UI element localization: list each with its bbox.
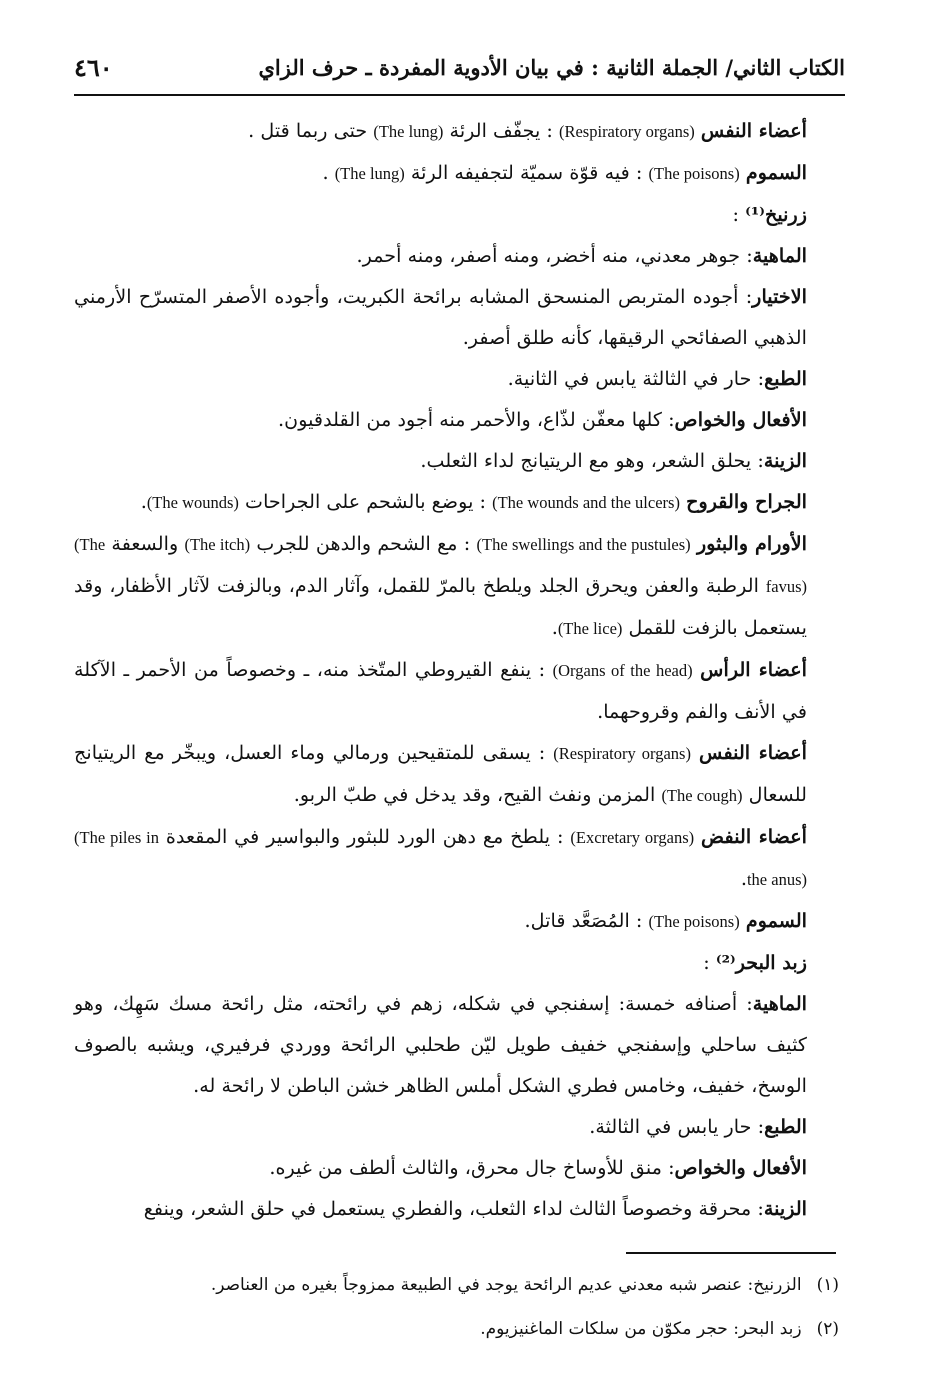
drug-heading — [74, 942, 845, 983]
entry-text: (Organs of the head) : ينفع القيروطي المتّخذ منه، ـ وخصوصاً من الأحمر ـ الآكلة في الأنف والفم وقروحهما. — [74, 658, 807, 723]
entry-text: (Excretary organs) : يلطخ مع دهن الورد للبثور والبواسير في المقعدة (The piles in the anus). — [74, 825, 807, 890]
entry-text: (The wounds and the ulcers) : يوضع بالشحم على الجراحات (The wounds). — [140, 490, 680, 513]
paragraph — [74, 732, 845, 816]
page-header — [74, 42, 845, 92]
paragraph — [74, 399, 845, 440]
entry-text: : يحلق الشعر، وهو مع الريتيانج لداء الثعلب. — [420, 449, 764, 472]
entry-term: الطبع — [764, 1115, 807, 1138]
entry-text: : — [703, 951, 716, 974]
entry-term: أعضاء النفس — [700, 119, 807, 142]
entry-text: : أصنافه خمسة: إسفنجي في شكله، زهم في رائحته، مثل رائحة مسك سَهِك، وهو كثيف ساحلي وإسفنجي خفيف طويل ليّن طحلبي الرائحة ووردي فرفيري، ويشبه بالصوف الوسخ، خفيف، وخامس فطري الشكل أملس الظاهر خشن الباطن لا رائحة له. — [74, 992, 807, 1097]
entry-text: : منق للأوساخ جال محرق، والثالث ألطف من غيره. — [269, 1156, 675, 1179]
entry-text: (Respiratory organs) : يسقى للمتقيحين ورمالي وماء العسل، ويبخّر مع الريتيانج للسعال (The cough) المزمن ونفث القيح، وقد يدخل في طبّ الربو. — [74, 741, 807, 806]
footnotes — [74, 1263, 839, 1351]
footnote — [74, 1307, 839, 1351]
footnote-number: (١) — [816, 1275, 839, 1295]
paragraph — [74, 523, 845, 649]
entry-text: : حار في الثالثة يابس في الثانية. — [507, 367, 765, 390]
entry-term: الماهية — [752, 992, 807, 1015]
entry-text: : — [732, 203, 746, 226]
entry-term: أعضاء النفس — [699, 741, 808, 764]
main-text — [74, 110, 845, 1229]
footnote-rule — [626, 1252, 836, 1254]
entry-term: الاختيار — [752, 285, 807, 308]
entry-term: السموم — [745, 161, 807, 184]
paragraph — [74, 276, 845, 358]
entry-term: الماهية — [752, 244, 807, 267]
entry-term: أعضاء الرأس — [700, 658, 807, 681]
entry-term: الأفعال والخواص — [674, 408, 807, 431]
entry-term: زبد البحر⁽²⁾ — [715, 951, 807, 974]
paragraph — [74, 816, 845, 900]
entry-term: الأفعال والخواص — [674, 1156, 807, 1179]
footnote — [74, 1263, 839, 1307]
paragraph — [74, 358, 845, 399]
footnote-text: الزرنيخ: عنصر شبه معدني عديم الرائحة يوجد في الطبيعة ممزوجاً بغيره من العناصر. — [210, 1275, 802, 1295]
paragraph — [74, 235, 845, 276]
entry-text: : جوهر معدني، منه أخضر، ومنه أصفر، ومنه أحمر. — [356, 244, 753, 267]
header-rule — [74, 94, 845, 96]
paragraph — [74, 110, 845, 152]
paragraph — [74, 1188, 845, 1229]
paragraph — [74, 649, 845, 732]
paragraph — [74, 983, 845, 1106]
paragraph — [74, 481, 845, 523]
entry-text: (The swellings and the pustules) : مع الشحم والدهن للجرب (The itch) والسعفة (The favus) الرطبة والعفن ويحرق الجلد ويلطخ بالمرّ للقمل، وآثار الدم، وبالزفت لآثار الأظفار، وقد يستعمل بالزفت للقمل (The lice). — [74, 532, 807, 639]
entry-text: (The poisons) : فيه قوّة سميّة لتجفيفه الرئة (The lung) . — [322, 161, 740, 184]
drug-heading — [74, 194, 845, 235]
entry-text: (Respiratory organs) : يجفّف الرئة (The lung) حتى ربما قتل . — [248, 119, 695, 142]
entry-text: : محرقة وخصوصاً الثالث لداء الثعلب، والفطري يستعمل في حلق الشعر، وينفع — [143, 1197, 764, 1220]
entry-text: : أجوده المتربص المنسحق المشابه برائحة الكبريت، وأجوده الأصفر المتسرّح الأرمني الذهبي الصفائحي الرقيقها، كأنه طلق أصفر. — [74, 285, 807, 349]
page-number: ٤٦٠ — [74, 52, 113, 82]
entry-text: : حار يابس في الثالثة. — [589, 1115, 765, 1138]
entry-term: أعضاء النفض — [701, 825, 807, 848]
entry-term: الزينة — [763, 1197, 807, 1220]
entry-term: الجراح والقروح — [686, 490, 807, 513]
entry-text: (The poisons) : المُصَعَّد قاتل. — [524, 909, 740, 932]
paragraph — [74, 152, 845, 194]
entry-term: الزينة — [763, 449, 807, 472]
paragraph — [74, 440, 845, 481]
footnote-text: زبد البحر: حجر مكوّن من سلكات الماغنيزيوم. — [480, 1319, 802, 1339]
entry-term: الأورام والبثور — [696, 532, 808, 555]
running-title: الكتاب الثاني/ الجملة الثانية : في بيان الأدوية المفردة ـ حرف الزاي — [258, 54, 845, 80]
paragraph — [74, 1106, 845, 1147]
entry-term: السموم — [745, 909, 807, 932]
paragraph — [74, 900, 845, 942]
entry-term: الطبع — [764, 367, 807, 390]
entry-text: : كلها معفّن لذّاع، والأحمر منه أجود من القلدقيون. — [278, 408, 675, 431]
footnote-number: (٢) — [816, 1319, 839, 1339]
paragraph — [74, 1147, 845, 1188]
entry-term: زرنيخ⁽¹⁾ — [745, 203, 807, 226]
